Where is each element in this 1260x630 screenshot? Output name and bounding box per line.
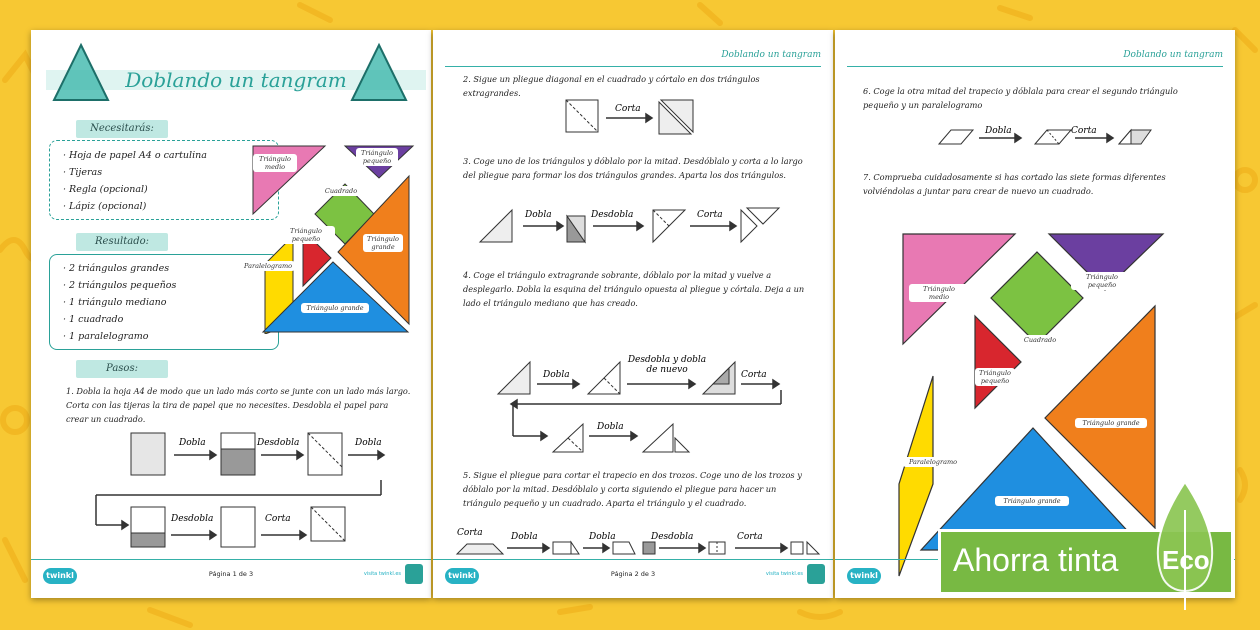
- paper-shape: [131, 433, 165, 475]
- step-5-text: 5. Sigue el pliegue para cortar el trapecio en dos trozos. Coge uno de los trozos y dóblalo por la mitad. Desdóblalo y corta siguiendo el pliegue para hacer un triángulo pequeño y un cuadrado. Aparta el triángulo y el cuadrado.: [463, 470, 802, 508]
- badge-icon: [807, 564, 825, 584]
- result-item: · 2 triángulos pequeños: [63, 280, 177, 291]
- arrow-label: Corta: [697, 210, 723, 220]
- arrow-label: Desdobla y dobla de nuevo: [627, 355, 707, 375]
- label-large2: Triángulo grande: [995, 496, 1069, 506]
- arrow-label: Corta: [737, 532, 763, 542]
- label-small: Triángulo pequeño: [1071, 272, 1133, 290]
- label-small2: Triángulo pequeño: [277, 226, 335, 244]
- tangram-large: [893, 230, 1193, 580]
- material-item: · Regla (opcional): [63, 184, 148, 195]
- step-1-text: 1. Dobla la hoja A4 de modo que un lado más corto se junte con un lado más largo. Corta con las tijeras la tira de papel que no necesites. Desdobla el papel para crear un cuadrado.: [66, 386, 411, 424]
- label-small: Triángulo pequeño: [356, 148, 398, 166]
- footer-link[interactable]: visita twinkl.es: [765, 571, 803, 577]
- arrow-label: Desdobla: [591, 210, 634, 220]
- worksheet-page-2: [433, 30, 833, 598]
- twinkl-logo: twinkl: [847, 568, 881, 584]
- step-6-text: 6. Coge la otra mitad del trapecio y dóblala para crear el segundo triángulo pequeño y un paralelogramo: [863, 86, 1178, 110]
- arrow-label: Desdobla: [171, 514, 214, 524]
- footer-link[interactable]: visita twinkl.es: [363, 571, 401, 577]
- arrow-label: Corta: [457, 528, 483, 538]
- arrow-label: Dobla: [525, 210, 552, 220]
- section-result-label: Resultado:: [76, 233, 168, 251]
- label-medium: Triángulo medio: [909, 284, 969, 302]
- title-triangle-right-icon: [349, 42, 409, 104]
- step-6-diagram: [935, 122, 1155, 150]
- arrow-label: Desdobla: [651, 532, 694, 542]
- material-item: · Tijeras: [63, 167, 103, 178]
- arrow-label: Desdobla: [257, 438, 300, 448]
- step-3-text: 3. Coge uno de los triángulos y dóblalo por la mitad. Desdóblalo y corta a lo largo del pliegue para formar los dos triángulos grandes. Aparta los dos triángulos.: [463, 156, 803, 180]
- step-4-text: 4. Coge el triángulo extragrande sobrante, dóblalo por la mitad y vuelve a desplegarlo. Dobla la esquina del triángulo opuesta al pliegue y córtala. Deja a un lado el triángulo mediano que has creado.: [463, 270, 805, 308]
- results-list: [63, 260, 176, 345]
- arrow-label: Corta: [265, 514, 291, 524]
- arrow-label: Dobla: [355, 438, 382, 448]
- label-large2: Triángulo grande: [301, 303, 369, 313]
- page-footer: [31, 559, 431, 590]
- label-large: Triángulo grande: [363, 234, 403, 252]
- page-footer: [433, 559, 833, 590]
- worksheet-page-1: [31, 30, 431, 598]
- arrow-label: Dobla: [179, 438, 206, 448]
- result-item: · 1 cuadrado: [63, 314, 124, 325]
- label-small2: Triángulo pequeño: [975, 368, 1015, 386]
- running-header: Doblando un tangram: [445, 56, 821, 67]
- materials-list: [63, 147, 207, 215]
- arrow-label: Corta: [615, 104, 641, 114]
- label-para: Paralelogramo: [903, 457, 963, 467]
- twinkl-logo: twinkl: [445, 568, 479, 584]
- page-title: Doblando un tangram: [125, 68, 347, 92]
- label-para: Paralelogramo: [241, 261, 295, 271]
- step-1-diagram: [86, 425, 386, 550]
- result-item: · 2 triángulos grandes: [63, 263, 170, 274]
- material-item: · Hoja de papel A4 o cartulina: [63, 150, 207, 161]
- arrow-label: Dobla: [589, 532, 616, 542]
- eco-text: Ahorra tinta: [953, 542, 1119, 578]
- result-item: · 1 triángulo mediano: [63, 297, 167, 308]
- step-2-text: 2. Sigue un pliegue diagonal en el cuadrado y córtalo en dos triángulos extragrandes.: [463, 74, 760, 98]
- page-number: Página 1 de 3: [208, 570, 254, 578]
- title-triangle-left-icon: [51, 42, 111, 104]
- page-number: Página 2 de 3: [610, 570, 656, 578]
- arrow-label: Dobla: [985, 126, 1012, 136]
- arrow-label: Dobla: [597, 422, 624, 432]
- arrow-label: Corta: [741, 370, 767, 380]
- result-item: · 1 paralelogramo: [63, 331, 149, 342]
- material-item: · Lápiz (opcional): [63, 201, 147, 212]
- label-large: Triángulo grande: [1075, 418, 1147, 428]
- arrow-label: Corta: [1071, 126, 1097, 136]
- section-steps-label: Pasos:: [76, 360, 168, 378]
- eco-label: Eco: [1162, 545, 1210, 575]
- label-medium: Triángulo medio: [253, 154, 297, 172]
- step-3-diagram: [475, 206, 795, 248]
- step-7-text: 7. Comprueba cuidadosamente si has cortado las siete formas diferentes volviéndolas a juntar para crear de nuevo un cuadrado.: [863, 172, 1166, 196]
- arrow-label: Dobla: [511, 532, 538, 542]
- label-square: Cuadrado: [320, 186, 362, 196]
- badge-icon: [405, 564, 423, 584]
- arrow-label: Dobla: [543, 370, 570, 380]
- running-header: Doblando un tangram: [847, 56, 1223, 67]
- twinkl-logo: twinkl: [43, 568, 77, 584]
- label-square: Cuadrado: [1017, 335, 1063, 345]
- section-needs-label: Necesitarás:: [76, 120, 168, 138]
